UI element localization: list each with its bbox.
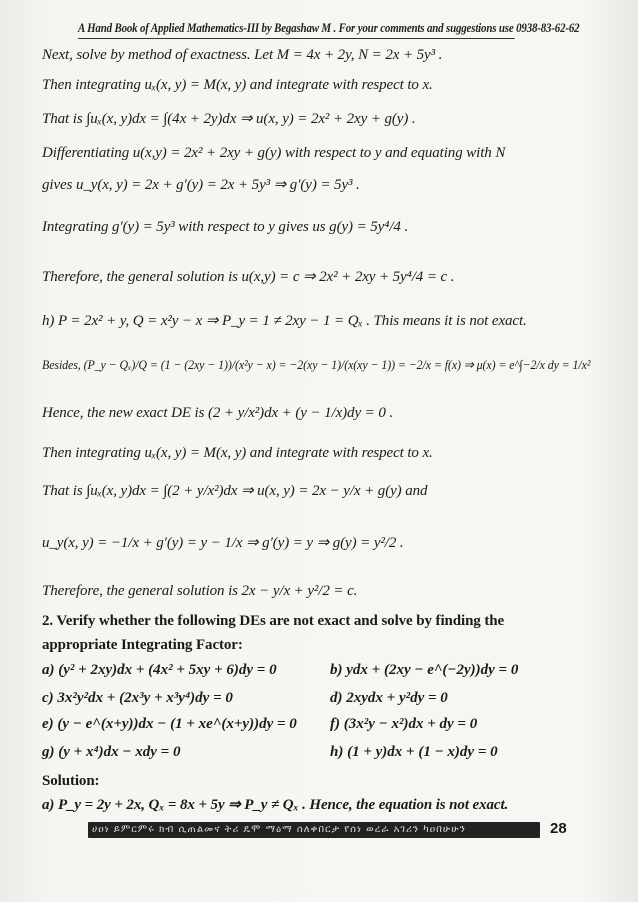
text-line: Hence, the new exact DE is (2 + y/x²)dx + (y − 1/x)dy = 0 . — [42, 405, 394, 421]
text-line: Then integrating uₓ(x, y) = M(x, y) and integrate with respect to x. — [42, 445, 433, 461]
solution-line: a) P_y = 2y + 2x, Qₓ = 8x + 5y ⇒ P_y ≠ Qₓ . Hence, the equation is not exact. — [42, 797, 509, 813]
footer-text: ሀዐነ ይምርምሩ ክብ ሲጠልመና ትሪ ዴሞ ማዕማ ሰለቀበርታ የሰነ ወረራ አገሪን ካዐበሁሁን — [92, 824, 466, 835]
text-line: Then integrating uₓ(x, y) = M(x, y) and integrate with respect to x. — [42, 77, 433, 93]
exercise-e: e) (y − e^(x+y))dx − (1 + xe^(x+y))dy = 0 — [42, 716, 297, 732]
running-header: A Hand Book of Applied Mathematics-III by Begashaw M . For your comments and suggestions use 0938-83-62-62 — [78, 20, 515, 39]
exercise-b: b) ydx + (2xy − e^(−2y))dy = 0 — [330, 662, 519, 678]
text-line: gives u_y(x, y) = 2x + g′(y) = 2x + 5y³ ⇒ g′(y) = 5y³ . — [42, 177, 360, 193]
page-number: 28 — [550, 820, 567, 837]
text-line: Therefore, the general solution is u(x,y) = c ⇒ 2x² + 2xy + 5y⁴/4 = c . — [42, 269, 455, 285]
solution-label: Solution: — [42, 773, 100, 789]
text-line: Therefore, the general solution is 2x − y/x + y²/2 = c. — [42, 583, 358, 599]
text-line: Integrating g′(y) = 5y³ with respect to y gives us g(y) = 5y⁴/4 . — [42, 219, 409, 235]
text-line: Differentiating u(x,y) = 2x² + 2xy + g(y) with respect to y and equating with N — [42, 145, 506, 161]
text-line: That is ∫uₓ(x, y)dx = ∫(2 + y/x²)dx ⇒ u(x, y) = 2x − y/x + g(y) and — [42, 483, 428, 499]
text-line: Next, solve by method of exactness. Let M = 4x + 2y, N = 2x + 5y³ . — [42, 47, 443, 63]
exercise-heading: 2. Verify whether the following DEs are not exact and solve by finding the — [42, 613, 505, 629]
exercise-d: d) 2xydx + y²dy = 0 — [330, 690, 448, 706]
exercise-heading-cont: appropriate Integrating Factor: — [42, 637, 243, 653]
exercise-g: g) (y + x⁴)dx − xdy = 0 — [42, 744, 181, 760]
exercise-f: f) (3x²y − x²)dx + dy = 0 — [330, 716, 478, 732]
text-line: h) P = 2x² + y, Q = x²y − x ⇒ P_y = 1 ≠ 2xy − 1 = Qₓ . This means it is not exact. — [42, 313, 527, 329]
exercise-a: a) (y² + 2xy)dx + (4x² + 5xy + 6)dy = 0 — [42, 662, 277, 678]
text-line: That is ∫uₓ(x, y)dx = ∫(4x + 2y)dx ⇒ u(x, y) = 2x² + 2xy + g(y) . — [42, 111, 416, 127]
exercise-h: h) (1 + y)dx + (1 − x)dy = 0 — [330, 744, 498, 760]
text-line: Besides, (P_y − Qₓ)/Q = (1 − (2xy − 1))/(x²y − x) = −2(xy − 1)/(x(xy − 1)) = −2/x = f(x) ⇒ μ(x) = e^∫−2/x dy = 1/x² — [42, 357, 591, 372]
exercise-c: c) 3x²y²dx + (2x³y + x³y⁴)dy = 0 — [42, 690, 233, 706]
text-line: u_y(x, y) = −1/x + g′(y) = y − 1/x ⇒ g′(y) = y ⇒ g(y) = y²/2 . — [42, 535, 404, 551]
